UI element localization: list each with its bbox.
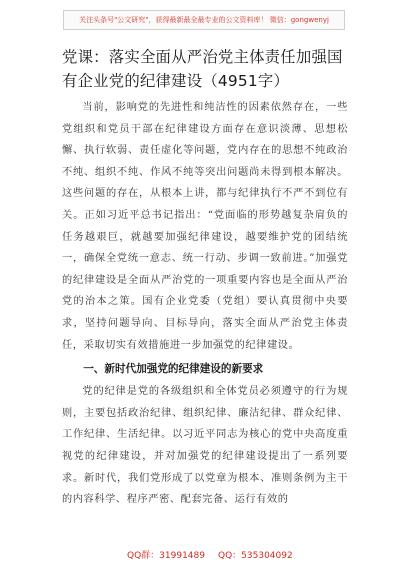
section-heading: 一、新时代加强党的纪律建设的新要求 (83, 363, 264, 376)
body-paragraph: 当前，影响党的先进性和纯洁性的因素依然存在，一些党组织和党员干部在纪律建设方面存在意识淡薄、思想松懈、执行软弱、责任虚化等问题，党内存在的思想不纯政治不纯、组织不纯、作风不纯等突出问题尚未得到根本解决。这些问题的存在，从根本上讲，都与纪律执行不严不到位有关。正如习近平总书记指出：“党面临的形势越复杂肩负的任务越艰巨，就越要加强纪律建设，越要维护党的团结统一，确保全党统一意志、统一行动、步调一致前进。”加强党的纪律建设是全面从严治党的一项重要内容也是全面从严治党的治本之策。国有企业党委（党组）要认真贯彻中央要求，坚持问题导向、目标导向，落实全面从严治党主体责任，采取切实有效措施进一步加强党的纪律建设。 (62, 102, 348, 351)
document-body (62, 97, 348, 511)
header-banner: 关注头条号"公文研究"，获得最新最全最专业的公文资料库！ 微信：gongwenyj (63, 10, 345, 30)
footer-qq-group: QQ群：31991489 (127, 551, 205, 561)
section-paragraph: 党的纪律是党的各级组织和全体党员必须遵守的行为规则，主要包括政治纪律、组织纪律、廉洁纪律、群众纪律、工作纪律、生活纪律。以习近平同志为核心的党中央高度重视党的纪律建设，并对加强党的纪律建设提出了一系列要求。新时代，我们党形成了以党章为根本、准则条例为主干的内容科学、程序严密、配套完备、运行有效的 (62, 386, 348, 506)
footer-qq-contact: QQ：535304092 (218, 551, 293, 561)
document-title: 党课：落实全面从严治党主体责任加强国有企业党的纪律建设（4951字） (62, 48, 343, 90)
footer (0, 548, 408, 562)
